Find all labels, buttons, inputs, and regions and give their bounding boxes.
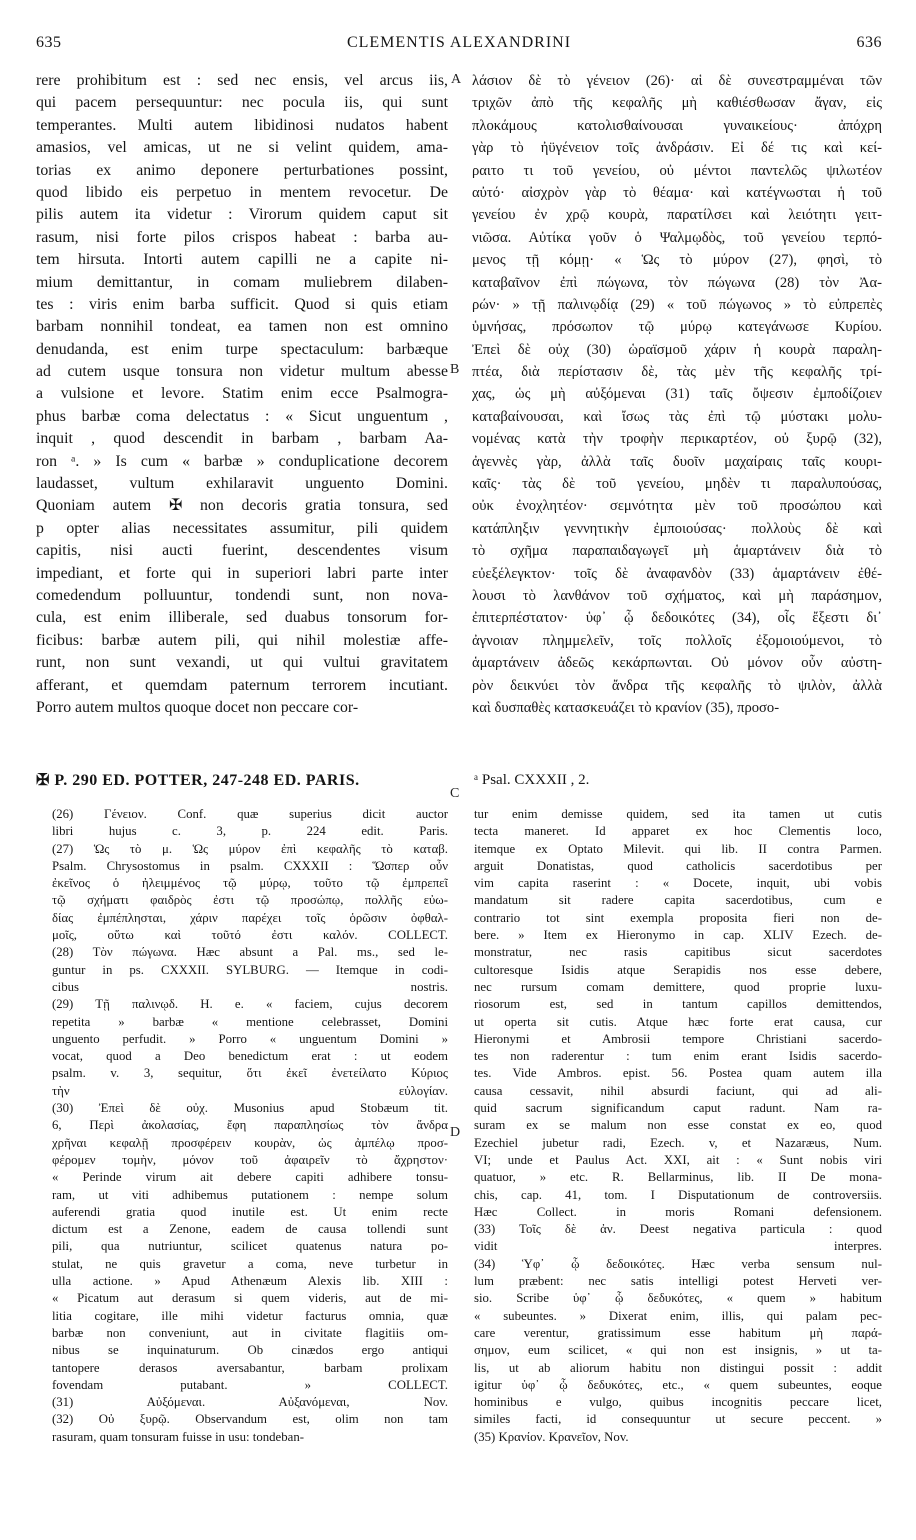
note-line: (34) Ὑφ᾽ ᾧ δεδοικότες. Hæc verba sensum nul- — [474, 1256, 882, 1271]
text-line: rasum, nisi forte pilos crispos habeat : barba au- — [36, 228, 448, 246]
text-line: αὐτό· αἰσχρὸν γὰρ τὸ θέαμα· καὶ κατέγνωσται ἡ τοῦ — [472, 184, 882, 201]
page-header — [36, 34, 882, 58]
note-line: causa cessavit, nihil absurdi faciunt, qui ad ali- — [474, 1083, 882, 1098]
note-line: monstratur, nec rasis capitibus sicut sacerdotes — [474, 945, 882, 960]
note-line: ram, ut viti adhibemus putationem : nempe solum — [52, 1187, 448, 1202]
text-line: torias ex animo deponere perturbationes possint, — [36, 161, 448, 179]
note-line: 6, Περὶ ἀκολασίας, ἔφη παραπλησίως τὸν ἄνδρα — [52, 1118, 448, 1133]
text-line: runt, non sunt vexandi, ut qui vultui gravitatem — [36, 654, 448, 672]
note-line: tecta maneret. Id apparet ex hoc Clementis loco, — [474, 824, 882, 839]
note-line: repetita » barbæ « mentione celebrasset, Domini — [52, 1014, 448, 1029]
note-line: Ezechiel jubetur radi, Ezech. v, et Nazaræus, Num. — [474, 1135, 882, 1150]
margin-letter-b: B — [450, 362, 460, 377]
note-line: (29) Τῇ παλινῳδ. H. e. « faciem, cujus decorem — [52, 997, 448, 1012]
page-number-left: 635 — [36, 34, 62, 51]
text-line: quod libido eis perpetuo in mentem revocetur. De — [36, 183, 448, 201]
text-line: ἐπιτερπέστατον· ὑφ᾽ ᾧ δεδοικότες (34), οἷς ἔξεστι δι᾽ — [472, 610, 882, 627]
note-line: VI; unde et Paulus Act. XXI, ait : « Sunt nobis viri — [474, 1152, 882, 1167]
margin-letter-d: D — [450, 1125, 461, 1140]
text-line: ἀγνοιαν πλημμελεῖν, τοῖς πολλοῖς ἐξομοιούμενοι, τὸ — [472, 632, 882, 649]
note-line: tes non raderentur : tum enim erant Isidis sacerdo- — [474, 1049, 882, 1064]
text-line: κατάπληξιν γεννητικὴν ἐμποιούσας· πολλοὺς δὲ καὶ — [472, 520, 882, 537]
margin-letter-c: C — [450, 786, 460, 801]
text-line: ρών· » τῇ παλινῳδίᾳ (29) « τοῦ πώγωνος » τὸ εὐπρεπὲς — [472, 296, 882, 313]
text-line: ρὸν δεικνύει τὸν ἄνδρα τῆς κεφαλῆς τὸ ψιλὸν, ἀλλὰ — [472, 677, 882, 694]
text-line: qui pacem persequuntur: nec pocula iis, qui sunt — [36, 94, 448, 112]
text-line: inquit , quod descendit in barbam , barbam Aa- — [36, 430, 448, 448]
note-line: χρῆναι κεφαλῇ προσφέρειν κουρὰν, ὡς ἀμπέλῳ προσ- — [52, 1135, 448, 1150]
text-line: ὑμνήσας, πρόσωπον τῷ μύρῳ κατεγάνωσε Κυρίου. — [472, 319, 882, 336]
text-line: γενείου ἐν χρῷ κουρὰ, παρατίλσει καὶ λειότητι γειτ- — [472, 207, 882, 224]
note-line: « Picatum aut derasum si quem videris, aut de mi- — [52, 1291, 448, 1306]
note-line: (30) Ἐπεὶ δὲ οὐχ. Musonius apud Stobæum tit. — [52, 1101, 448, 1116]
note-line: chis, cap. 41, tom. I Disputationum de controversiis. — [474, 1187, 882, 1202]
text-line: rere prohibitum est : sed nec ensis, vel arcus iis, — [36, 72, 448, 89]
note-line: σημον, eum scilicet, « qui non est insignis, » ut ta- — [474, 1343, 882, 1358]
note-line: rasuram, quam tonsuram fuisse in usu: tondeban- — [52, 1429, 304, 1444]
note-line: care verentur, gratissimum esse habitum μὴ παρά- — [474, 1325, 882, 1340]
text-line: τριχῶν ἀπὸ τῆς κεφαλῆς μὴ καθιέσθωσαν ἄγαν, εἰς — [472, 95, 882, 112]
note-line: bere. » Item ex Hieronymo in cap. XLIV Ezech. de- — [474, 928, 882, 943]
note-line: (31) Αὐξόμεναι. Αὐξανόμεναι, Nov. — [52, 1395, 448, 1410]
note-line: δίας ἐμπέπλησται, χάριν παρέχει τοῖς ὁρῶσιν ὀφθαλ- — [52, 910, 448, 925]
notes-column-left — [52, 806, 448, 1446]
note-line: tur enim demisse quidem, sed ita tamen ut cutis — [474, 807, 882, 821]
note-line: dictum est a Zenone, eadem de causa tollendi sunt — [52, 1222, 448, 1237]
note-line: Psalm. Chrysostomus in psalm. CXXXII : Ὥσπερ οὖν — [52, 858, 448, 873]
note-line: cultoresque Isidis atque Serapidis nos esse debere, — [474, 962, 882, 977]
note-line: guntur in ps. CXXXII. SYLBURG. — Itemque in codi- — [52, 962, 448, 977]
text-line: πτέα, διὰ περίστασιν δὲ, τὰς μὲν τῆς κεφαλῆς τρί- — [472, 364, 882, 381]
note-line: « subeuntes. » Dixerat enim, illis, qui palam pec- — [474, 1308, 882, 1323]
text-line: γὰρ τὸ ἠϋγένειον τοῖς ἀνδράσιν. Εἰ δέ τις καὶ κεί- — [472, 140, 882, 157]
note-line: auferendi gratia quod inutile est. Ut enim recte — [52, 1204, 448, 1219]
text-line: τὸ σχῆμα παραπαιδαγωγεῖ μὴ ἁμαρτάνειν διὰ τὸ — [472, 543, 882, 560]
text-line: tes : viris enim barba sufficit. Quod si quis etiam — [36, 295, 448, 313]
note-line: « Perinde virum ait debere capiti adhibere tonsu- — [52, 1170, 448, 1185]
note-line: lis, ut ab aliorum habitu non distingui possit : addit — [474, 1360, 882, 1375]
latin-text-column — [36, 70, 448, 719]
note-line: quatuor, » etc. R. Bellarminus, lib. II De mona- — [474, 1170, 882, 1185]
note-line: igitur ὑφ᾽ ᾧ δεδυκότες, etc., « quem subeuntes, eoque — [474, 1377, 882, 1392]
note-line: ulla actione. » Apud Athenæum Alexis lib. XIII : — [52, 1274, 448, 1289]
note-line: τὴν εὐλογίαν. — [52, 1083, 448, 1098]
note-line: ut operta sit cutis. Atque hæc forte erat causa, cur — [474, 1014, 882, 1029]
text-line: ραιτο τι τοῦ γενείου, οὐ μέντοι παντελῶς ψιλωτέον — [472, 162, 882, 179]
margin-letter-a: A — [451, 72, 462, 87]
text-line: mium demittantur, in comam muliebrem dilaben- — [36, 273, 448, 291]
running-title: CLEMENTIS ALEXANDRINI — [346, 34, 572, 51]
text-line: cula, est enim illiberale, sed duabus tonsorum for- — [36, 609, 448, 627]
note-line: riosorum est, sed in tantum capillos demittendos, — [474, 997, 882, 1012]
text-line: ron ᵃ. » Is cum « barbæ » conduplicatione decorem — [36, 452, 448, 470]
note-line: contrario tot sint exempla proposita fieri non de- — [474, 910, 882, 925]
note-line: libri hujus c. 3, p. 224 edit. Paris. — [52, 824, 448, 839]
text-line: Ἐπεὶ δὲ οὐχ (30) ὡραϊσμοῦ χάριν ἡ κουρὰ παραλη- — [472, 341, 882, 358]
text-line: amasios, vel amicas, ut ne si velint quidem, ama- — [36, 139, 448, 157]
text-line: καὶ δυσπαθὲς κατασκευάζει τὸ κρανίον (35), προσο- — [472, 699, 780, 716]
note-line: arguit Donatistas, quod catholicis sacerdotibus per — [474, 858, 882, 873]
note-line: itemque ex Optato Milevit. qui lib. II contra Parmen. — [474, 841, 882, 856]
text-line: p opter alias necessitates assumitur, pili quidem — [36, 519, 448, 537]
text-line: afferant, et quemdam paternum terrorem incutiant. — [36, 676, 448, 694]
text-line: ad cutem usque tonsura non videtur multum abesse — [36, 363, 448, 381]
note-line: vidit interpres. — [474, 1239, 882, 1254]
text-line: καταβαίνουσαι, καὶ ἴσως τὰς ἐπὶ τῷ μύστακι μολυ- — [472, 408, 882, 425]
note-line: mandatum sit radere capita sacerdotibus, cum e — [474, 893, 882, 908]
note-line: vim capita raserint : « Docete, inquit, ubi vobis — [474, 876, 882, 891]
note-line: suram ex se malum non esse constat ex eo, quod — [474, 1118, 882, 1133]
note-line: (32) Οὐ ξυρῷ. Observandum est, olim non tam — [52, 1412, 448, 1427]
text-line: πλοκάμους κατολισθαίνουσαι γυναικείους· ἀπόχρη — [472, 117, 882, 134]
text-line: comedendum polluuntur, tondendi sunt, non nova- — [36, 586, 448, 604]
note-line: nibus se inquinaturum. Ob cinædos ergo antiqui — [52, 1343, 448, 1358]
text-line: νιῶσα. Αὐτίκα γοῦν ὁ Ψαλμῳδὸς, τοῦ γενείου τερπό- — [472, 229, 882, 246]
text-line: phus barbæ coma delectatus : « Sicut unguentum , — [36, 407, 448, 425]
text-line: χας, ὡς μὴ αὐξόμεναι (31) ταῖς ὄψεσιν ἐμποδίζοιεν — [472, 386, 882, 403]
note-line: Hæc Collect. in moris Romani defensionem. — [474, 1204, 882, 1219]
note-line: tantopere derasos aversabantur, barbam prolixam — [52, 1360, 448, 1375]
text-line: μενος τῇ κόμῃ· « Ὡς τὸ μύρον (27), φησὶ, τὸ — [472, 252, 882, 269]
text-line: νομένας κατὰ τὴν τροφὴν περικαρτέον, οὐ ξυρῷ (32), — [472, 431, 882, 448]
note-line: unguento perfudit. » Porro « unguentum Domini » — [52, 1031, 448, 1046]
note-line: similes facti, id consequuntur ut secure peccent. » — [474, 1412, 882, 1427]
note-line: (26) Γένειον. Conf. quæ superius dicit auctor — [52, 807, 448, 821]
text-line: ficibus: barbæ autem pili, qui nihil molestiæ affe- — [36, 631, 448, 649]
text-line: λουσι τὸ λανθάνον τοῦ σχήματος, καὶ μὴ παράσημον, — [472, 587, 882, 604]
notes-column-right — [474, 806, 882, 1446]
note-line: litia cogitare, ille mihi videtur facturus omnia, quæ — [52, 1308, 448, 1323]
page-number-right: 636 — [856, 34, 882, 51]
note-line: (35) Κρανίον. Κρανεῖον, Nov. — [474, 1429, 629, 1444]
note-line: (33) Τοῖς δὲ ἀν. Deest negativa particula : quod — [474, 1222, 882, 1237]
text-line: impediant, et forte qui in superiori labri parte inter — [36, 564, 448, 582]
note-line: pili, qua nutriuntur, scilicet quatenus natura po- — [52, 1239, 448, 1254]
note-line: vocat, quod a Deo benedictum erat : ut eodem — [52, 1049, 448, 1064]
note-line: ἐκεῖνος ὁ ἠλειμμένος τῷ μύρῳ, τοῦτο τῷ ἐμπρεπεῖ — [52, 876, 448, 891]
note-line: sio. Scribe ὑφ᾽ ᾧ δεδυκότες, « quem » habitum — [474, 1291, 882, 1306]
text-line: denudanda, est enim turpe spectaculum: barbæque — [36, 340, 448, 358]
note-line: τῷ σχήματι φαιδρὸς ἐστι τῷ προσώπῳ, πολλῆς εὐω- — [52, 893, 448, 908]
note-line: cibus nostris. — [52, 979, 448, 994]
note-line: quid sacrum significandum caput radunt. Nam ra- — [474, 1101, 882, 1116]
note-line: (27) Ὡς τὸ μ. Ὡς μύρον ἐπὶ κεφαλῆς τὸ καταβ. — [52, 841, 448, 856]
text-line: tem hirsuta. Intorti autem capilli ne a capite ni- — [36, 251, 448, 269]
note-line: psalm. v. 3, sequitur, ὅτι ἐκεῖ ἐνετείλατο Κύριος — [52, 1066, 448, 1081]
text-line: a vulsione et levore. Statim enim ecce Psalmogra- — [36, 385, 448, 403]
note-line: stulat, ne quis gravetur a coma, neve turbetur in — [52, 1256, 448, 1271]
scripture-footnote: ᵃ Psal. CXXXII , 2. — [474, 772, 590, 788]
edition-reference: ✠ P. 290 ED. POTTER, 247-248 ED. PARIS. — [36, 772, 360, 789]
text-line: οὐκ ἐνοχλητέον· σεμνότητα μὲν τοῦ προσώπου καὶ — [472, 498, 882, 515]
note-line: fovendam putabant. » COLLECT. — [52, 1377, 448, 1392]
note-line: tes. Vide Ambros. epist. 56. Postea quam autem illa — [474, 1066, 882, 1081]
note-line: barbæ non conveniunt, aut in civitate flagitiis om- — [52, 1325, 448, 1340]
note-line: μοῖς, οὕτω καὶ τοῦτό ἐστι καλόν. COLLECT. — [52, 928, 448, 943]
text-line: laudasset, vultum exhilaravit unguento Domini. — [36, 475, 448, 493]
text-line: temperantes. Multi autem libidinosi nudatos habent — [36, 116, 448, 134]
note-line: Hieronymi et Ambrosii tempore Christiani sacerdo- — [474, 1031, 882, 1046]
text-line: capitis, nisi aucti fuerint, descendentes visum — [36, 542, 448, 560]
text-line: λάσιον δὲ τὸ γένειον (26)· αἱ δὲ συνεστραμμέναι τῶν — [472, 73, 882, 89]
note-line: (28) Τὸν πώγωνα. Hæc absunt a Pal. ms., sed le- — [52, 945, 448, 960]
text-line: pilis autem ita videtur : Virorum quidem caput sit — [36, 206, 448, 224]
greek-text-column — [472, 70, 882, 719]
note-line: lum præbent: nec satis intelligi potest Herveti ver- — [474, 1274, 882, 1289]
note-line: hominibus e vulgo, quibus incognitis peccare licet, — [474, 1395, 882, 1410]
text-line: εὐεξέλεγκτον· τοῖς δὲ ἀναφανδὸν (33) ἁμαρτάνειν ἐθέ- — [472, 565, 882, 582]
note-line: φέρομεν τομὴν, μόνον τοῦ ἀφαιρεῖν τὸ ἄχρηστον· — [52, 1152, 448, 1167]
text-line: καταβαῖνον ἐπὶ πώγωνα, τὸν πώγωνα (28) τὸν Ἀα- — [472, 274, 882, 291]
note-line: nec rursum comam demittere, quod proprie luxu- — [474, 979, 882, 994]
text-line: Quoniam autem ✠ non decoris gratia tonsura, sed — [36, 497, 448, 515]
text-line: ἁμαρτάνειν ἀδεῶς κεκάρπωνται. Οὐ μόνον οὖν αὐστη- — [472, 655, 882, 672]
text-line: ἀγεννὲς γὰρ, ἀλλὰ ταῖς δυοῖν μαχαίραις ταῖς κουρι- — [472, 453, 882, 470]
text-line: Porro autem multos quoque docet non peccare cor- — [36, 698, 359, 716]
text-line: καῖς· τὰς δὲ τοῦ γενείου, μηδὲν τι παραλυπούσας, — [472, 476, 882, 493]
text-line: barbam nonnihil tondeat, ea tamen non est omnino — [36, 318, 448, 336]
